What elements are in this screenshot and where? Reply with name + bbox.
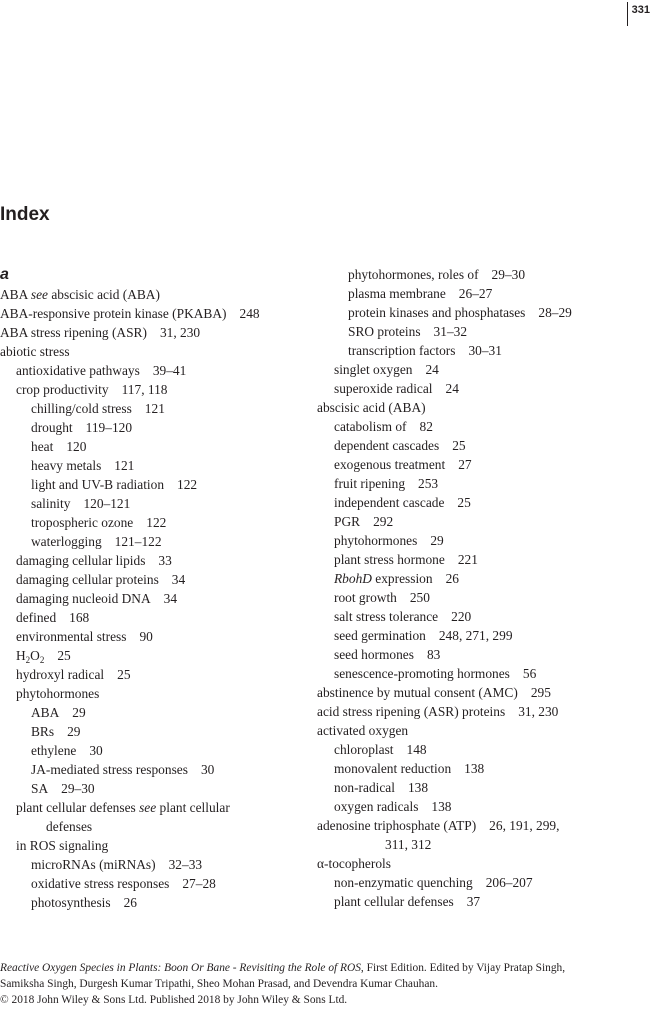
entry-term: BRs <box>31 724 55 739</box>
entry-term: oxygen radicals <box>334 799 419 814</box>
index-entry <box>317 892 650 911</box>
entry-pages: 121–122 <box>114 534 162 549</box>
entry-pages: 25 <box>117 667 131 682</box>
entry-pages: 295 <box>530 685 551 700</box>
index-entry <box>317 778 650 797</box>
entry-pages: 25 <box>57 648 71 663</box>
entry-term: exogenous treatment <box>334 457 446 472</box>
entry-pages: 138 <box>431 799 452 814</box>
index-entry <box>0 722 315 741</box>
index-entry <box>317 569 650 588</box>
entry-pages: 34 <box>163 591 178 606</box>
entry-term: waterlogging <box>31 534 102 549</box>
index-entry <box>317 360 650 379</box>
entry-term: singlet oxygen <box>334 362 413 377</box>
entry-term: environmental stress <box>16 629 127 644</box>
index-entry <box>317 436 650 455</box>
index-column-left <box>0 265 315 912</box>
index-entry <box>317 835 650 854</box>
entry-pages: 56 <box>522 666 537 681</box>
entry-pages: 37 <box>466 894 481 909</box>
index-entry <box>0 703 315 722</box>
index-entry <box>317 607 650 626</box>
see-reference: see <box>139 800 157 815</box>
entry-term: root growth <box>334 590 397 605</box>
index-entry <box>317 322 650 341</box>
entry-term: phytohormones <box>16 686 100 701</box>
entry-term: non-radical <box>334 780 395 795</box>
entry-term: abscisic acid (ABA) <box>48 287 160 302</box>
entry-pages: 82 <box>419 419 433 434</box>
index-entry <box>0 570 315 589</box>
entry-term: superoxide radical <box>334 381 433 396</box>
index-entry <box>317 417 650 436</box>
entry-pages: 29 <box>430 533 444 548</box>
entry-pages: 29–30 <box>61 781 95 796</box>
index-entry <box>317 626 650 645</box>
entry-pages: 33 <box>158 553 172 568</box>
entry-term: antioxidative pathways <box>16 363 140 378</box>
index-column-right <box>317 265 650 911</box>
entry-term: in ROS signaling <box>16 838 109 853</box>
entry-term: plant cellular defenses <box>16 800 140 815</box>
entry-pages: 138 <box>464 761 485 776</box>
entry-term: adenosine triphosphate (ATP) <box>317 818 477 833</box>
index-entry <box>0 361 315 380</box>
entry-term: ABA <box>31 705 60 720</box>
entry-term: abstinence by mutual consent (AMC) <box>317 685 518 700</box>
footer-edition: , First Edition. Edited by Vijay Pratap Singh, <box>360 962 566 974</box>
index-entry <box>317 645 650 664</box>
entry-pages: 206–207 <box>485 875 533 890</box>
entry-term: drought <box>31 420 73 435</box>
entry-pages: 121 <box>144 401 165 416</box>
entry-pages: 83 <box>426 647 441 662</box>
index-entry <box>317 398 650 417</box>
entry-pages: 119–120 <box>85 420 133 435</box>
index-entry <box>0 513 315 532</box>
entry-pages: 138 <box>407 780 429 795</box>
index-entry <box>317 702 650 721</box>
entry-term: damaging cellular lipids <box>16 553 146 568</box>
entry-term: catabolism of <box>334 419 407 434</box>
index-entry <box>0 760 315 779</box>
entry-pages: 122 <box>177 477 198 492</box>
index-entry <box>317 740 650 759</box>
index-entry <box>0 608 315 627</box>
entry-pages: 117, 118 <box>121 382 168 397</box>
entry-pages: 253 <box>418 476 439 491</box>
index-entry <box>317 550 650 569</box>
entry-pages: 34 <box>171 572 186 587</box>
index-entry <box>317 588 650 607</box>
entry-pages: 25 <box>457 495 471 510</box>
entry-pages: 27 <box>458 457 472 472</box>
entry-pages: 28–29 <box>538 305 572 320</box>
index-entry <box>0 437 315 456</box>
entry-term: 311, 312 <box>385 837 432 852</box>
entry-term: photosynthesis <box>31 895 111 910</box>
entry-pages: 25 <box>452 438 466 453</box>
index-entry <box>0 380 315 399</box>
index-entry <box>0 665 315 684</box>
index-entry <box>317 664 650 683</box>
entry-term: plant cellular <box>156 800 230 815</box>
entry-term: damaging cellular proteins <box>16 572 159 587</box>
entry-term: salt stress tolerance <box>334 609 439 624</box>
entry-term: expression <box>371 571 433 586</box>
entry-pages: 168 <box>69 610 90 625</box>
index-entry <box>317 816 650 835</box>
entry-term: heat <box>31 439 54 454</box>
index-entry <box>0 285 315 304</box>
entry-pages: 90 <box>139 629 153 644</box>
entry-term: phytohormones <box>334 533 418 548</box>
entry-pages: 29–30 <box>491 267 526 282</box>
index-entry <box>317 474 650 493</box>
index-entry <box>317 455 650 474</box>
entry-pages: 220 <box>451 609 472 624</box>
index-entry <box>317 379 650 398</box>
index-entry <box>317 683 650 702</box>
entry-term: JA-mediated stress responses <box>31 762 188 777</box>
book-title: Reactive Oxygen Species in Plants: Boon Or Bane - Revisiting the Role of ROS <box>0 962 361 974</box>
page-number: 331 <box>627 2 650 26</box>
entry-term: plasma membrane <box>348 286 446 301</box>
entry-term: oxidative stress responses <box>31 876 170 891</box>
index-entry <box>317 759 650 778</box>
index-entry <box>0 342 315 361</box>
index-entry <box>317 512 650 531</box>
index-entry <box>0 779 315 798</box>
footer-line-3: © 2018 John Wiley & Sons Ltd. Published 2018 by John Wiley & Sons Ltd. <box>0 994 348 1006</box>
index-entry <box>0 494 315 513</box>
entry-term: independent cascade <box>334 495 445 510</box>
entry-term: SRO proteins <box>348 324 421 339</box>
index-entry <box>0 874 315 893</box>
entry-term: tropospheric ozone <box>31 515 134 530</box>
entry-term: protein kinases and phosphatases <box>348 305 526 320</box>
entry-pages: 121 <box>114 458 135 473</box>
entry-pages: 31, 230 <box>159 325 201 340</box>
entry-term: light and UV-B radiation <box>31 477 165 492</box>
entry-term: plant cellular defenses <box>334 894 454 909</box>
copyright-footer <box>0 960 640 1008</box>
entry-pages: 30–31 <box>468 343 502 358</box>
entry-term: hydroxyl radical <box>16 667 105 682</box>
entry-term: ABA stress ripening (ASR) <box>0 325 147 340</box>
entry-pages: 148 <box>406 742 427 757</box>
entry-pages: 24 <box>425 362 439 377</box>
entry-pages: 24 <box>445 381 459 396</box>
entry-term: dependent cascades <box>334 438 440 453</box>
entry-term: ABA <box>0 287 31 302</box>
entry-pages: 32–33 <box>168 857 203 872</box>
entry-term: chilling/cold stress <box>31 401 132 416</box>
entry-term: ethylene <box>31 743 77 758</box>
index-entry <box>317 493 650 512</box>
index-entry <box>0 551 315 570</box>
entry-term: salinity <box>31 496 71 511</box>
index-entry <box>0 418 315 437</box>
entry-term: fruit ripening <box>334 476 406 491</box>
entry-term: transcription factors <box>348 343 456 358</box>
entry-term: non-enzymatic quenching <box>334 875 473 890</box>
entry-term: seed germination <box>334 628 426 643</box>
entry-pages: 292 <box>373 514 394 529</box>
footer-line-1 <box>0 960 640 976</box>
entry-pages: 26 <box>123 895 137 910</box>
entry-pages: 122 <box>146 515 167 530</box>
subscript: 2 <box>25 655 31 665</box>
entry-pages: 248 <box>239 306 260 321</box>
entry-pages: 30 <box>89 743 103 758</box>
see-reference: see <box>30 287 48 302</box>
index-entry <box>317 721 650 740</box>
index-entry <box>0 798 315 817</box>
entry-term: α-tocopherols <box>317 856 391 871</box>
entry-term: monovalent reduction <box>334 761 452 776</box>
entry-pages: 31, 230 <box>518 704 559 719</box>
index-entry <box>0 893 315 912</box>
index-entry <box>0 741 315 760</box>
entry-term: plant stress hormone <box>334 552 445 567</box>
entry-term: activated oxygen <box>317 723 409 738</box>
index-entry <box>317 265 650 284</box>
index-entry <box>317 303 650 322</box>
entry-term: microRNAs (miRNAs) <box>31 857 156 872</box>
entry-pages: 31–32 <box>433 324 468 339</box>
entry-pages: 221 <box>457 552 478 567</box>
entry-pages: 26, 191, 299, <box>489 818 560 833</box>
entry-term: heavy metals <box>31 458 102 473</box>
index-entry <box>317 341 650 360</box>
index-entry <box>0 323 315 342</box>
entry-pages: 29 <box>67 724 81 739</box>
index-entry <box>0 475 315 494</box>
footer-line-2: Samiksha Singh, Durgesh Kumar Tripathi, Sheo Mohan Prasad, and Devendra Kumar Chauhan. <box>0 978 438 990</box>
index-letter-heading: a <box>0 266 9 283</box>
index-entry <box>317 797 650 816</box>
index-entry <box>0 399 315 418</box>
index-entry <box>317 284 650 303</box>
entry-term: PGR <box>334 514 361 529</box>
entry-term: defined <box>16 610 57 625</box>
entry-pages: 39–41 <box>152 363 187 378</box>
index-entry <box>0 817 315 836</box>
index-entry <box>0 684 315 703</box>
entry-pages: 30 <box>200 762 215 777</box>
entry-term: abiotic stress <box>0 344 70 359</box>
entry-pages: 250 <box>409 590 430 605</box>
entry-pages: 26 <box>445 571 459 586</box>
index-entry <box>0 532 315 551</box>
index-entry <box>0 855 315 874</box>
index-entry <box>0 627 315 646</box>
entry-term: seed hormones <box>334 647 414 662</box>
index-entry <box>0 589 315 608</box>
entry-term: ABA-responsive protein kinase (PKABA) <box>0 306 227 321</box>
entry-term: chloroplast <box>334 742 394 757</box>
entry-pages: 120–121 <box>83 496 131 511</box>
entry-term: acid stress ripening (ASR) proteins <box>317 704 506 719</box>
entry-term: senescence-promoting hormones <box>334 666 510 681</box>
entry-pages: 29 <box>72 705 86 720</box>
page-title: Index <box>0 204 50 225</box>
entry-term: O <box>30 648 40 663</box>
entry-term: phytohormones, roles of <box>348 267 479 282</box>
entry-term: SA <box>31 781 49 796</box>
entry-term-italic: RbohD <box>334 571 372 586</box>
entry-term: crop productivity <box>16 382 109 397</box>
index-entry <box>317 873 650 892</box>
entry-term: abscisic acid (ABA) <box>317 400 426 415</box>
index-entry <box>317 854 650 873</box>
index-entry <box>0 836 315 855</box>
index-entry <box>317 531 650 550</box>
entry-term: damaging nucleoid DNA <box>16 591 151 606</box>
entry-term: H <box>16 648 26 663</box>
entry-pages: 248, 271, 299 <box>438 628 513 643</box>
subscript: 2 <box>39 655 45 665</box>
entry-pages: 27–28 <box>182 876 216 891</box>
index-entry <box>0 304 315 323</box>
entry-term: defenses <box>46 819 93 834</box>
index-entry <box>0 646 315 665</box>
entry-pages: 120 <box>66 439 87 454</box>
entry-pages: 26–27 <box>458 286 493 301</box>
index-entry <box>0 456 315 475</box>
